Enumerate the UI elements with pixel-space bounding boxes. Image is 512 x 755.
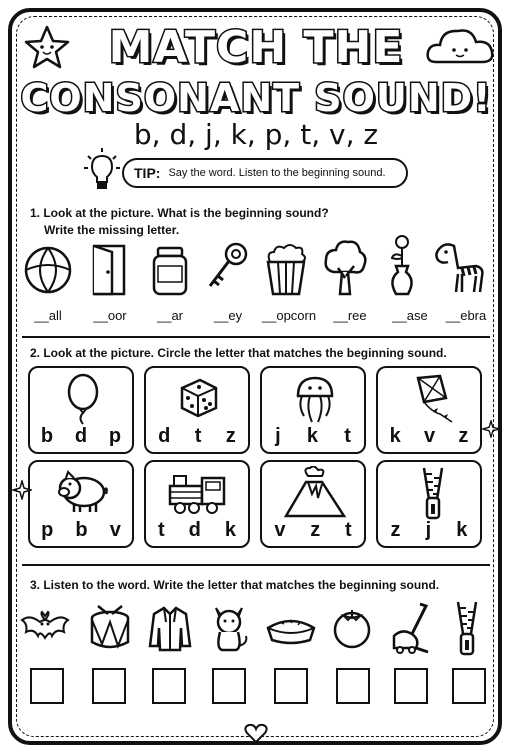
blank-zebra[interactable]: __ebra bbox=[445, 308, 487, 323]
section-divider bbox=[22, 564, 490, 566]
blank-jar[interactable]: __ar bbox=[156, 308, 184, 323]
option-letter[interactable]: b bbox=[40, 425, 54, 447]
answer-box-jacket[interactable] bbox=[152, 668, 186, 704]
key-icon bbox=[204, 240, 250, 296]
answer-box-drum[interactable] bbox=[92, 668, 126, 704]
blank-door[interactable]: __oor bbox=[93, 308, 127, 323]
option-letter[interactable]: z bbox=[225, 425, 236, 447]
dice-icon bbox=[176, 374, 222, 420]
jacket-icon bbox=[148, 604, 192, 652]
drum-icon bbox=[88, 604, 132, 652]
page-title-line1: MATCH THE bbox=[108, 22, 404, 73]
question-1-sub: Write the missing letter. bbox=[44, 223, 180, 237]
ball-icon bbox=[22, 244, 74, 296]
option-letter[interactable]: j bbox=[275, 425, 281, 447]
card-train bbox=[144, 460, 250, 548]
door-icon bbox=[90, 242, 130, 298]
kite-icon bbox=[408, 372, 458, 426]
kitten-icon bbox=[208, 602, 252, 654]
option-letter[interactable]: p bbox=[108, 425, 122, 447]
jellyfish-icon bbox=[292, 372, 338, 426]
vacuum-icon bbox=[386, 600, 432, 656]
option-letter[interactable]: k bbox=[389, 425, 401, 447]
jar-icon bbox=[150, 244, 190, 298]
tip-label: TIP: bbox=[134, 165, 161, 181]
balloon-icon bbox=[60, 372, 106, 426]
card-pig bbox=[28, 460, 134, 548]
blank-ball[interactable]: __all bbox=[34, 308, 62, 323]
section-divider bbox=[22, 336, 490, 338]
option-letter[interactable]: d bbox=[188, 519, 201, 541]
option-letter[interactable]: d bbox=[158, 425, 171, 447]
option-letter[interactable]: b bbox=[75, 519, 88, 541]
option-letter[interactable]: p bbox=[41, 519, 54, 541]
option-letter[interactable]: v bbox=[274, 519, 286, 541]
bat-icon bbox=[20, 610, 70, 646]
answer-box-tomato[interactable] bbox=[336, 668, 370, 704]
train-icon bbox=[166, 468, 232, 518]
tip-text: Say the word. Listen to the beginning sound. bbox=[168, 167, 386, 179]
option-letter[interactable]: t bbox=[344, 425, 351, 447]
option-letter[interactable]: t bbox=[344, 519, 352, 541]
option-letter[interactable]: d bbox=[74, 425, 88, 447]
letters-list: b, d, j, k, p, t, v, z bbox=[133, 118, 379, 151]
card-volcano bbox=[260, 460, 366, 548]
question-1: 1. Look at the picture. What is the beginning sound? bbox=[30, 206, 329, 220]
answer-box-bat[interactable] bbox=[30, 668, 64, 704]
heart-icon bbox=[244, 722, 268, 744]
option-letter[interactable]: j bbox=[425, 519, 432, 541]
sparkle-icon bbox=[482, 420, 500, 438]
option-letter[interactable]: k bbox=[456, 519, 468, 541]
blank-key[interactable]: __ey bbox=[213, 308, 243, 323]
answer-box-vacuum[interactable] bbox=[394, 668, 428, 704]
option-letter[interactable]: z bbox=[458, 425, 469, 447]
card-jellyfish bbox=[260, 366, 366, 454]
card-kite bbox=[376, 366, 482, 454]
option-letter[interactable]: z bbox=[310, 519, 321, 541]
question-2: 2. Look at the picture. Circle the letter that matches the beginning sound. bbox=[30, 346, 447, 360]
option-letter[interactable]: k bbox=[224, 519, 236, 541]
popcorn-icon bbox=[262, 240, 310, 298]
zipper-icon bbox=[418, 466, 448, 522]
card-zipper bbox=[376, 460, 482, 548]
option-letter[interactable]: v bbox=[424, 425, 436, 447]
option-letter[interactable]: t bbox=[157, 519, 165, 541]
tree-icon bbox=[322, 236, 368, 298]
lightbulb-icon bbox=[82, 146, 122, 196]
tomato-icon bbox=[330, 606, 374, 650]
tip-box bbox=[122, 158, 408, 188]
zebra-icon bbox=[432, 238, 488, 296]
option-letter[interactable]: k bbox=[306, 425, 318, 447]
answer-box-kitten[interactable] bbox=[212, 668, 246, 704]
answer-box-zipper[interactable] bbox=[452, 668, 486, 704]
question-3: 3. Listen to the word. Write the letter that matches the beginning sound. bbox=[30, 578, 440, 592]
card-balloon bbox=[28, 366, 134, 454]
zipper-icon bbox=[452, 600, 482, 658]
card-dice bbox=[144, 366, 250, 454]
option-letter[interactable]: t bbox=[194, 425, 202, 447]
answer-box-pie[interactable] bbox=[274, 668, 308, 704]
blank-vase[interactable]: __ase bbox=[392, 308, 428, 323]
blank-tree[interactable]: __ree bbox=[333, 308, 367, 323]
pig-icon bbox=[54, 468, 110, 516]
blank-popcorn[interactable]: __opcorn bbox=[261, 308, 317, 323]
vase-icon bbox=[384, 232, 420, 298]
volcano-icon bbox=[282, 466, 348, 520]
page-title-line2: CONSONANT SOUND! bbox=[20, 76, 492, 120]
option-letter[interactable]: v bbox=[109, 519, 121, 541]
pie-icon bbox=[264, 614, 318, 646]
option-letter[interactable]: z bbox=[390, 519, 401, 541]
